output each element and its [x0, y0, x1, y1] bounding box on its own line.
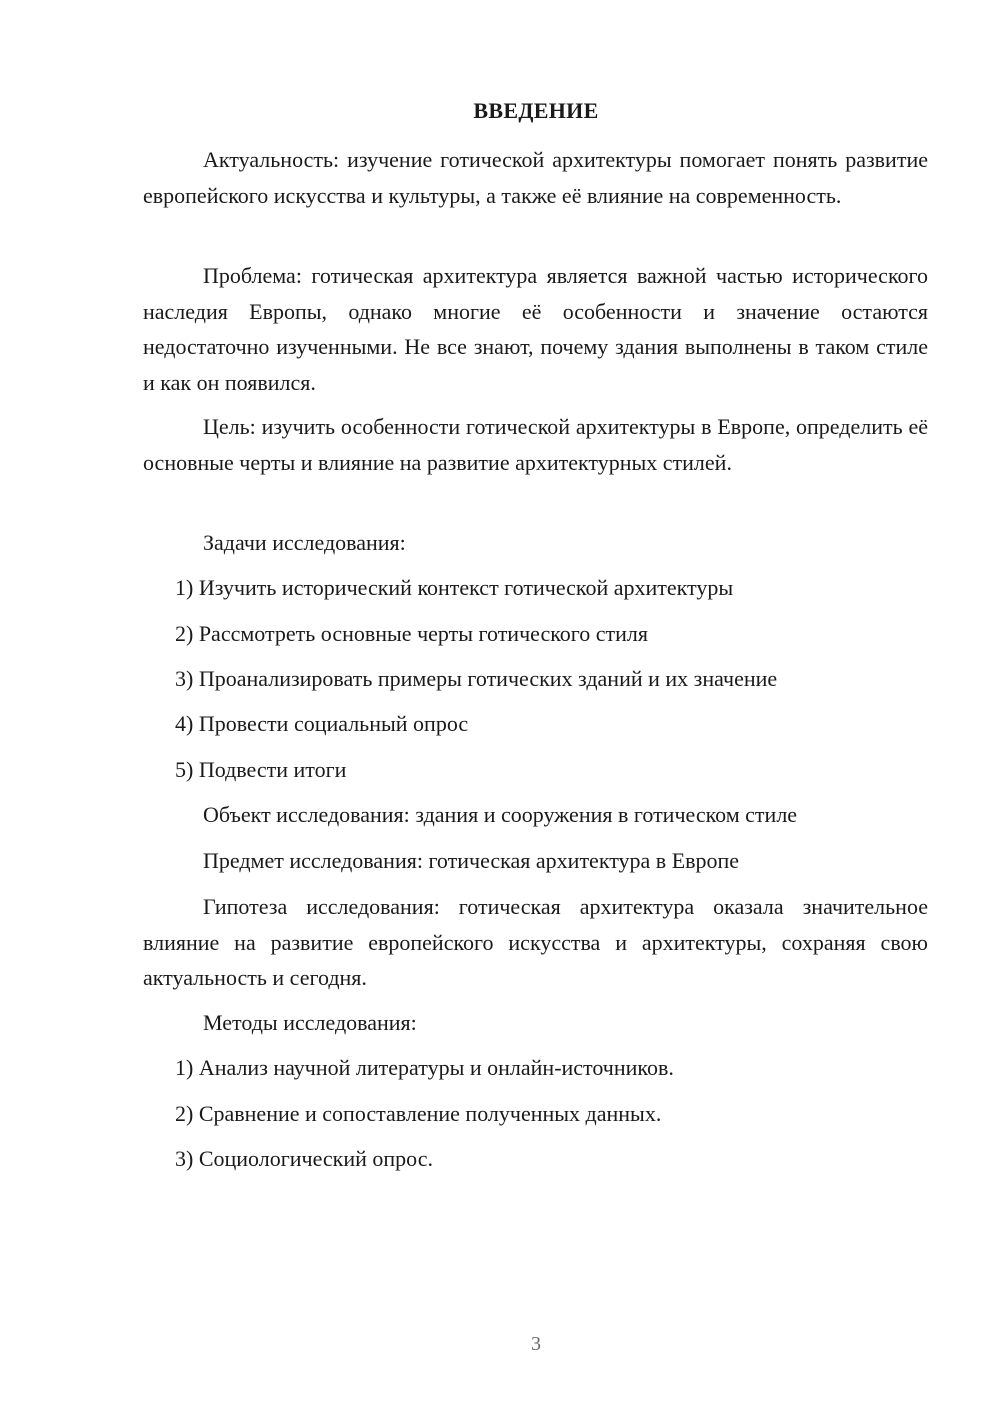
task-item-2: 2) Рассмотреть основные черты готического стиля [175, 621, 649, 646]
task-item-1: 1) Изучить исторический контекст готической архитектуры [175, 575, 734, 600]
task-item-5: 5) Подвести итоги [175, 757, 347, 782]
method-item-3: 3) Социологический опрос. [175, 1146, 433, 1171]
methods-heading: Методы исследования: [203, 1010, 417, 1035]
section-title: ВВЕДЕНИЕ [473, 98, 599, 123]
page-number: 3 [531, 1333, 541, 1355]
problem-paragraph: Проблема: готическая архитектура является важной частью исторического наследия Европы, однако многие её особенности и значение остаются недостаточно изученными. Не все знают, почему здания выполнены в таком стиле и как он появился. [143, 263, 928, 395]
task-item-3: 3) Проанализировать примеры готических зданий и их значение [175, 666, 778, 691]
method-item-1: 1) Анализ научной литературы и онлайн-источников. [175, 1055, 674, 1080]
relevance-paragraph: Актуальность: изучение готической архитектуры помогает понять развитие европейского искусства и культуры, а также её влияние на современность. [143, 147, 928, 208]
goal-paragraph: Цель: изучить особенности готической архитектуры в Европе, определить её основные черты и влияние на развитие архитектурных стилей. [143, 414, 928, 475]
research-subject: Предмет исследования: готическая архитектура в Европе [203, 848, 740, 873]
task-item-4: 4) Провести социальный опрос [175, 711, 469, 736]
tasks-heading: Задачи исследования: [203, 530, 406, 555]
hypothesis-paragraph: Гипотеза исследования: готическая архитектура оказала значительное влияние на развитие европейского искусства и архитектуры, сохраняя свою актуальность и сегодня. [143, 894, 928, 990]
method-item-2: 2) Сравнение и сопоставление полученных данных. [175, 1101, 662, 1126]
research-object: Объект исследования: здания и сооружения в готическом стиле [203, 802, 798, 827]
